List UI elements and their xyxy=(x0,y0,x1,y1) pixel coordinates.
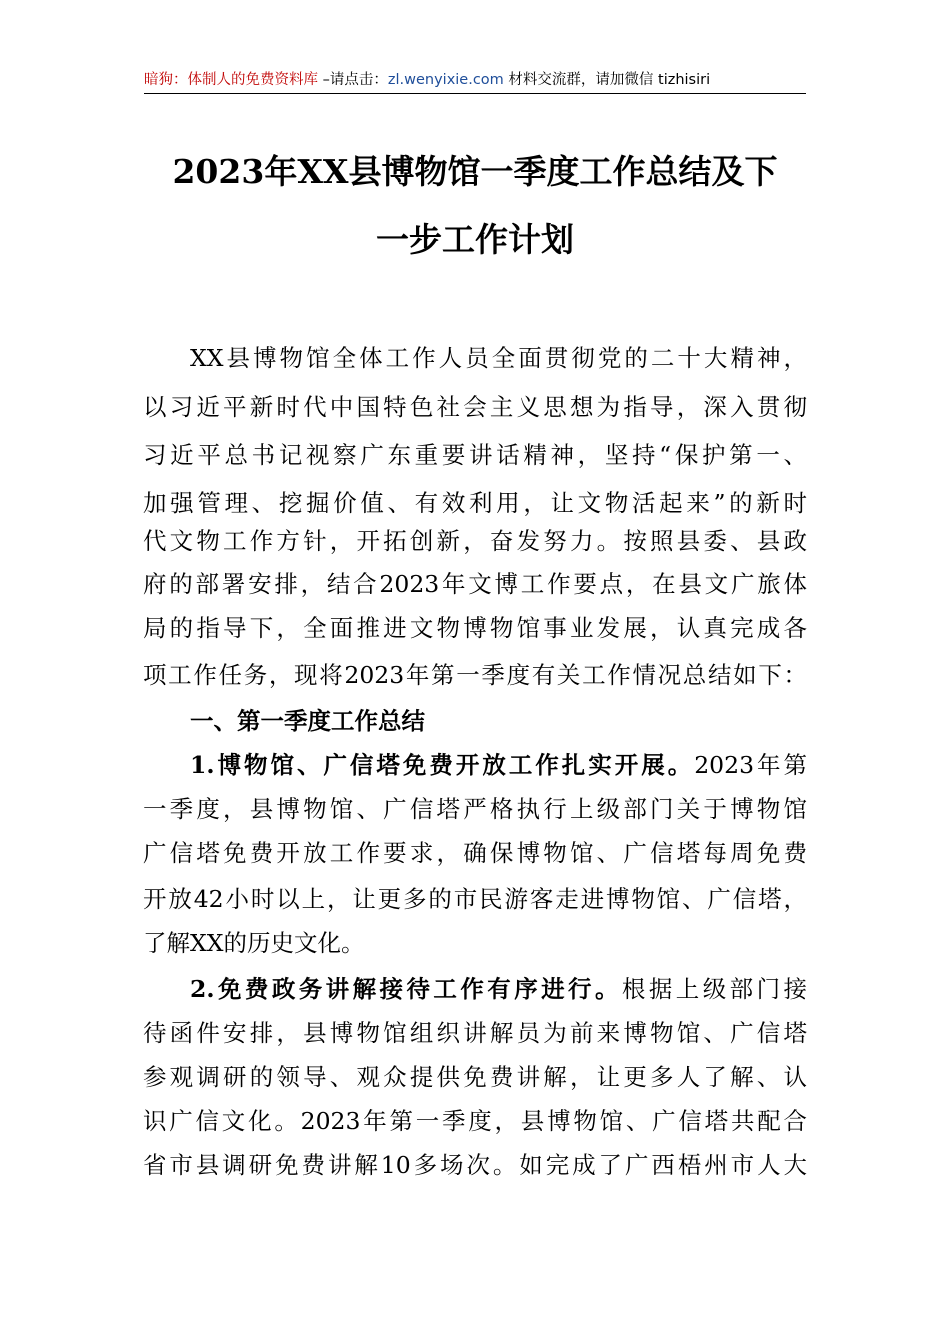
intro-paragraph-line: 府的部署安排，结合2023年文博工作要点，在县文广旅体 xyxy=(143,570,807,598)
intro-paragraph-line: 代文物工作方针，开拓创新，奋发努力。按照县委、县政 xyxy=(143,527,807,555)
item-2-heading: 2.免费政务讲解接待工作有序进行。 xyxy=(190,975,622,1003)
header-divider xyxy=(144,93,806,94)
item-2-line: 识广信文化。2023年第一季度，县博物馆、广信塔共配合 xyxy=(143,1107,807,1135)
item-1-line: 广信塔免费开放工作要求，确保博物馆、广信塔每周免费 xyxy=(143,839,807,867)
section-heading: 一、第一季度工作总结 xyxy=(190,707,425,735)
item-2-line: 参观调研的领导、观众提供免费讲解，让更多人了解、认 xyxy=(143,1063,807,1091)
page-header xyxy=(144,66,806,94)
item-1-first-line-text: 2023年第 xyxy=(694,751,807,779)
item-1-line: 了解XX的历史文化。 xyxy=(143,929,365,957)
header-contact-info: 材料交流群，请加微信 tizhisiri xyxy=(503,72,711,88)
item-2-first-line-text: 根据上级部门接 xyxy=(621,975,807,1003)
document-title-line-1: 2023年XX县博物馆一季度工作总结及下 xyxy=(172,152,778,191)
item-1-line: 开放42小时以上，让更多的市民游客走进博物馆、广信塔， xyxy=(143,885,807,913)
item-1-line: 一季度，县博物馆、广信塔严格执行上级部门关于博物馆 xyxy=(143,795,807,823)
item-2-line: 省市县调研免费讲解10多场次。如完成了广西梧州市人大 xyxy=(143,1151,807,1179)
intro-paragraph-line: 局的指导下，全面推进文物博物馆事业发展，认真完成各 xyxy=(143,614,807,642)
intro-paragraph-line: 习近平总书记视察广东重要讲话精神，坚持“保护第一、 xyxy=(143,441,807,469)
header-site-name: 暗狗：体制人的免费资料库 xyxy=(144,72,318,88)
item-2-first-line xyxy=(190,974,807,1004)
intro-paragraph-line: XX县博物馆全体工作人员全面贯彻党的二十大精神， xyxy=(190,344,807,372)
item-1-first-line xyxy=(190,750,807,780)
header-url-link[interactable]: zl.wenyixie.com xyxy=(387,72,504,88)
document-title-line-2: 一步工作计划 xyxy=(376,220,574,259)
intro-paragraph-line: 以习近平新时代中国特色社会主义思想为指导，深入贯彻 xyxy=(143,393,807,421)
item-2-line: 待函件安排，县博物馆组织讲解员为前来博物馆、广信塔 xyxy=(143,1019,807,1047)
intro-paragraph-line: 项工作任务，现将2023年第一季度有关工作情况总结如下： xyxy=(143,661,807,689)
header-click-prompt: –请点击： xyxy=(318,72,388,88)
item-1-heading: 1.博物馆、广信塔免费开放工作扎实开展。 xyxy=(190,751,695,779)
intro-paragraph-line: 加强管理、挖掘价值、有效利用，让文物活起来”的新时 xyxy=(143,489,807,517)
